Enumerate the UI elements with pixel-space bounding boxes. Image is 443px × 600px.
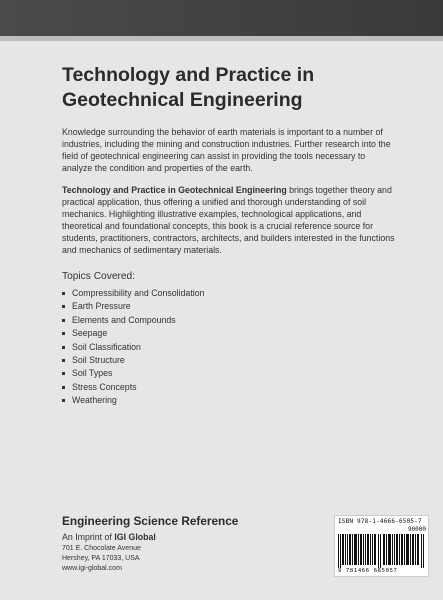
list-item	[62, 287, 205, 300]
topics-list	[62, 287, 205, 408]
list-item	[62, 314, 205, 327]
list-item	[62, 300, 205, 313]
imprint-prefix: An Imprint of	[62, 532, 115, 542]
topic-label: Elements and Compounds	[72, 314, 176, 325]
topic-label: Seepage	[72, 328, 108, 339]
topics-heading: Topics Covered:	[62, 271, 136, 282]
isbn-label: ISBN 978-1-4666-6505-7	[338, 518, 422, 525]
imprint-name: IGI Global	[114, 532, 156, 542]
publisher-address-line-2: Hershey, PA 17033, USA	[62, 555, 140, 562]
list-item	[62, 327, 205, 340]
topic-label: Stress Concepts	[72, 381, 137, 392]
imprint-line	[62, 532, 156, 542]
description-paragraph-2	[62, 185, 397, 256]
bullet-icon	[62, 386, 65, 389]
bullet-icon	[62, 292, 65, 295]
bullet-icon	[62, 359, 65, 362]
bullet-icon	[62, 332, 65, 335]
list-item	[62, 354, 205, 367]
book-title	[62, 63, 402, 113]
list-item	[62, 381, 205, 394]
topic-label: Compressibility and Consolidation	[72, 288, 205, 298]
ean-number: 9 781466 665057	[338, 568, 398, 574]
top-color-band	[0, 0, 443, 36]
price-code: 90000	[407, 526, 426, 533]
bullet-icon	[62, 399, 65, 402]
description-paragraph-1: Knowledge surrounding the behavior of earth materials is important to a number of industries, including the mining and construction industries. Further research into the field of geotechnical engineering can assist in providing the tools necessary to analyze the condition and properties of the earth.	[62, 127, 391, 173]
publisher-name: Engineering Science Reference	[62, 514, 239, 528]
description-paragraph-2-text: brings together theory and practical application, thus offering a unified and thorough understanding of soil mechanics. Highlighting illustrative examples, technological applications, and theoretical and foundational concepts, this book is a crucial reference source for students, practitioners, contractors, architects, and builders interested in the functions and mechanics of sedimentary materials.	[62, 185, 395, 255]
bullet-icon	[62, 372, 65, 375]
top-band-stripe	[0, 36, 443, 41]
barcode	[334, 515, 429, 577]
list-item	[62, 394, 205, 407]
list-item	[62, 341, 205, 354]
publisher-address-line-1: 701 E. Chocolate Avenue	[62, 545, 141, 552]
bullet-icon	[62, 346, 65, 349]
barcode-bars-icon	[338, 534, 425, 568]
list-item	[62, 367, 205, 380]
topic-label: Soil Classification	[72, 341, 141, 352]
title-line-2: Geotechnical Engineering	[62, 89, 303, 111]
topic-label: Weathering	[72, 395, 117, 406]
bullet-icon	[62, 319, 65, 322]
publisher-website: www.igi-global.com	[62, 565, 122, 572]
topic-label: Earth Pressure	[72, 301, 131, 312]
topic-label: Soil Types	[72, 368, 113, 379]
bullet-icon	[62, 305, 65, 308]
topic-label: Soil Structure	[72, 354, 125, 365]
book-title-inline: Technology and Practice in Geotechnical Engineering	[62, 185, 287, 195]
title-line-1: Technology and Practice in	[62, 64, 315, 86]
